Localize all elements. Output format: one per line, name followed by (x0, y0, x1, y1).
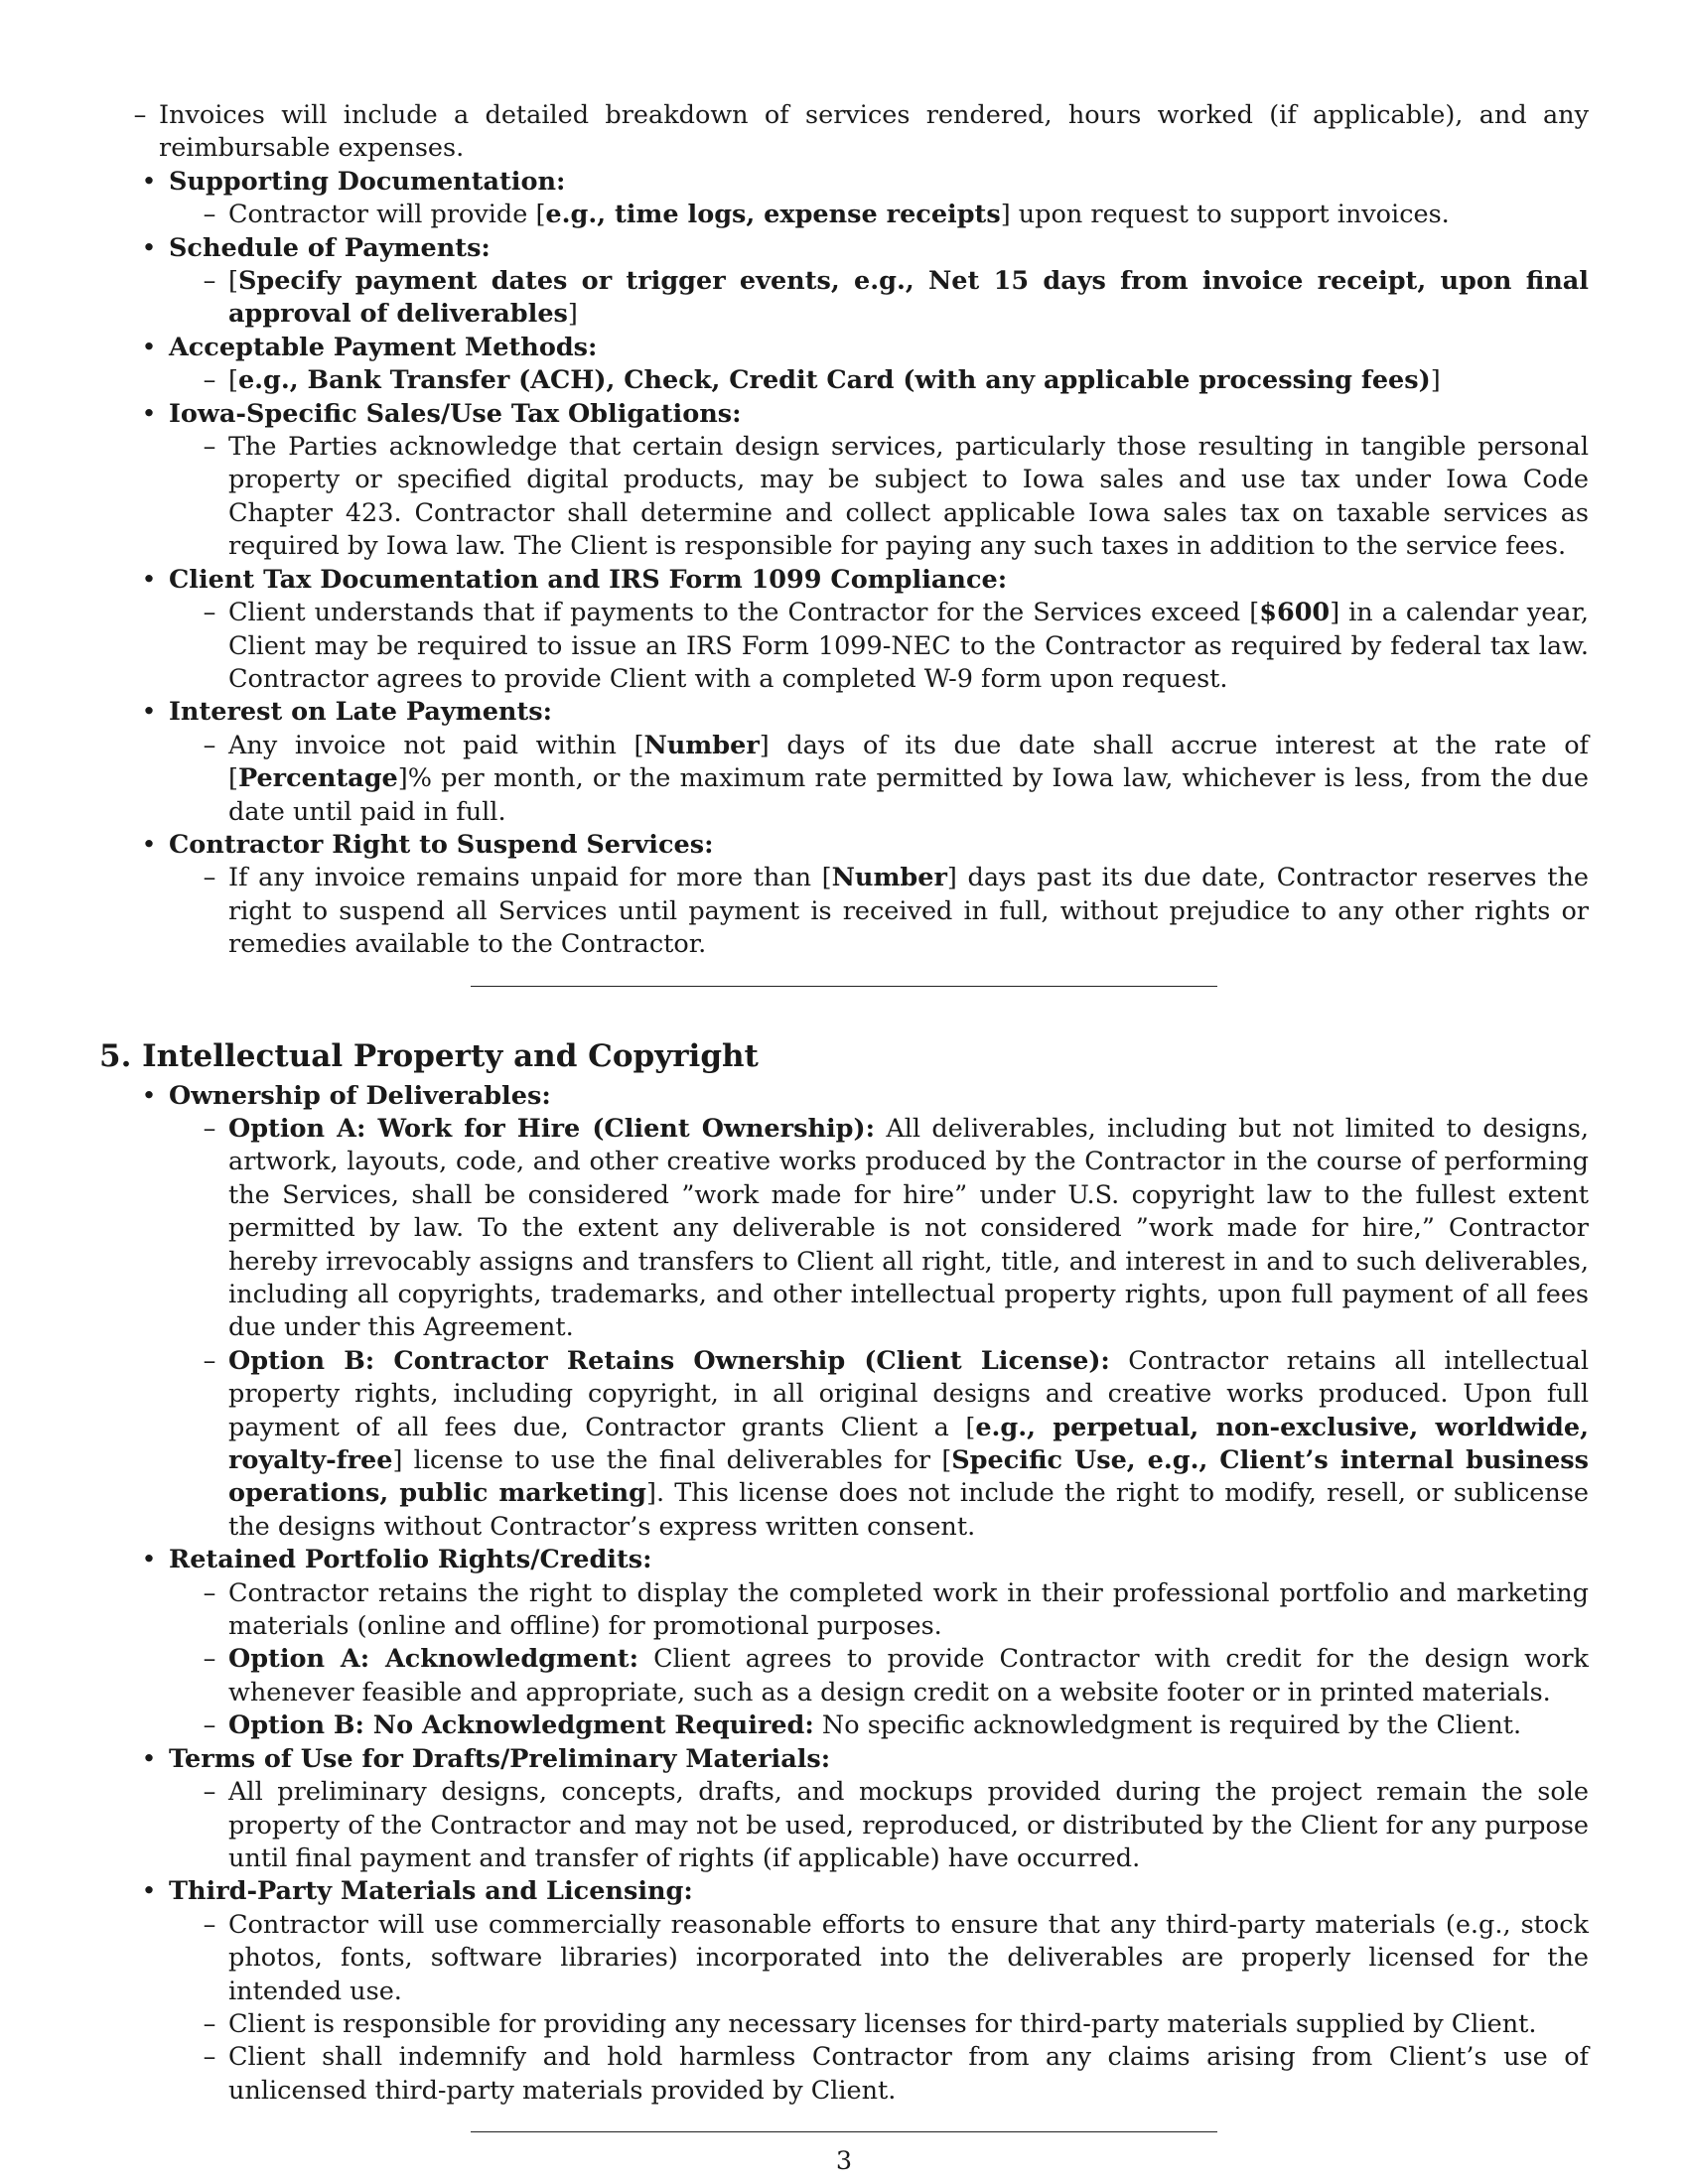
item-label: Contractor Right to Suspend Services: (169, 829, 714, 860)
sub-list (169, 265, 1589, 332)
dash-marker: – (203, 266, 216, 297)
sub-item-text: Client shall indemnify and hold harmless Contractor from any claims arising from Client’s use of unlicensed third-party materials provided by Client. (228, 2042, 1589, 2106)
bullet-marker: • (141, 166, 157, 197)
placeholder-text: Percentage (237, 763, 398, 794)
item-label: Client Tax Documentation and IRS Form 1099 Compliance: (169, 564, 1008, 595)
document-page (99, 99, 1589, 2132)
item-label: Acceptable Payment Methods: (169, 332, 598, 362)
item-label: Third-Party Materials and Licensing: (169, 1876, 693, 1907)
sub-item (99, 1776, 1589, 1875)
list-item (99, 398, 1589, 564)
bullet-marker: • (141, 1080, 157, 1111)
dash-marker: – (203, 432, 216, 463)
bullet-marker: • (141, 232, 157, 263)
sub-item-text: Client understands that if payments to the Contractor for the Services exceed [ (228, 598, 1260, 628)
sub-item-text: Client is responsible for providing any necessary licenses for third-party materials supplied by Client. (228, 2008, 1537, 2039)
dash-marker: – (203, 1345, 216, 1376)
placeholder-text: Specify payment dates or trigger events, e.g., Net 15 days from invoice receipt, upon final approval of deliverables (228, 266, 1589, 330)
sub-item (99, 431, 1589, 564)
sub-item-lead: Option B: No Acknowledgment Required: (228, 1710, 814, 1741)
sub-item-text: ] (1430, 365, 1441, 396)
sub-item-text: ] days of its due date shall accrue interest at the rate of [ (228, 730, 1589, 794)
sub-item-text: [ (228, 266, 238, 297)
sub-item (99, 1113, 1589, 1345)
sub-list (169, 1113, 1589, 1544)
payment-items-list (99, 166, 1589, 962)
dash-marker: – (203, 1113, 216, 1144)
sub-item-text: Any invoice not paid within [ (228, 730, 644, 760)
page-number: 3 (835, 2146, 853, 2176)
continuation-item (99, 99, 1589, 166)
sub-list (169, 1776, 1589, 1875)
sub-item (99, 2041, 1589, 2108)
dash-marker: – (203, 365, 216, 396)
dash-marker: – (203, 598, 216, 628)
sub-item-text: Contractor will use commercially reasonable efforts to ensure that any third-party materials (e.g., stock photos, fonts, software libraries) incorporated into the deliverables are properly licensed for the intended use. (228, 1909, 1589, 2006)
item-label: Ownership of Deliverables: (169, 1080, 551, 1111)
bullet-marker: • (141, 398, 157, 429)
sub-item (99, 265, 1589, 332)
bullet-marker: • (141, 829, 157, 860)
bullet-marker: • (141, 1876, 157, 1907)
placeholder-text: Number (643, 730, 760, 760)
sub-item-text: ] upon request to support invoices. (1000, 200, 1450, 230)
sub-item-text: Client agrees to provide Contractor with credit for the design work whenever feasible and appropriate, such as a design credit on a website footer or in printed materials. (228, 1644, 1590, 1707)
sub-list (169, 862, 1589, 961)
sub-item (99, 730, 1589, 829)
sub-item (99, 597, 1589, 696)
sub-item (99, 2008, 1589, 2041)
sub-item (99, 1909, 1589, 2008)
sub-item (99, 364, 1589, 397)
sub-list (169, 1577, 1589, 1743)
list-item (99, 232, 1589, 332)
item-label: Retained Portfolio Rights/Credits: (169, 1545, 652, 1575)
placeholder-text: e.g., perpetual, non-exclusive, worldwide, royalty-free (228, 1412, 1589, 1476)
sub-item (99, 1643, 1589, 1709)
sub-item-text: All deliverables, including but not limited to designs, artwork, layouts, code, and other creative works produced by the Contractor in the course of performing the Services, shall be considered ”work made for hire” under U.S. copyright law to the fullest extent permitted by law. To the extent any deliverable is not considered ”work made for hire,” Contractor hereby irrevocably assigns and transfers to Client all right, title, and interest in and to such deliverables, including all copyrights, trademarks, and other intellectual property rights, upon full payment of all fees due under this Agreement. (228, 1113, 1589, 1343)
sub-item (99, 199, 1589, 231)
bullet-marker: • (141, 564, 157, 595)
dash-marker: – (203, 2008, 216, 2039)
sub-item-text: ]. This license does not include the right to modify, resell, or sublicense the designs without Contractor’s express written consent. (228, 1478, 1589, 1542)
sub-item-text: ] license to use the final deliverables for [ (392, 1445, 952, 1476)
item-label: Interest on Late Payments: (169, 697, 553, 728)
sub-list (169, 1909, 1589, 2108)
dash-marker: – (203, 1577, 216, 1608)
dash-marker: – (203, 1710, 216, 1741)
list-item (99, 332, 1589, 398)
sub-item-text: All preliminary designs, concepts, drafts, and mockups provided during the project remain the sole property of the Contractor and may not be used, reproduced, or distributed by the Client for any purpose until final payment and transfer of rights (if applicable) have occurred. (228, 1777, 1589, 1873)
sub-item (99, 1345, 1589, 1544)
placeholder-text: Specific Use, e.g., Client’s internal business operations, public marketing (228, 1445, 1589, 1509)
sub-list (169, 199, 1589, 231)
placeholder-text: e.g., time logs, expense receipts (545, 200, 1001, 230)
list-item (99, 829, 1589, 962)
placeholder-text: e.g., Bank Transfer (ACH), Check, Credit Card (with any applicable processing fees) (237, 365, 1431, 396)
bullet-marker: • (141, 1545, 157, 1575)
sub-item (99, 862, 1589, 961)
sub-list (169, 730, 1589, 829)
item-label: Supporting Documentation: (169, 166, 566, 197)
item-label: Schedule of Payments: (169, 232, 491, 263)
sub-item-text: Contractor retains the right to display the completed work in their professional portfolio and marketing materials (online and offline) for promotional purposes. (228, 1577, 1589, 1642)
dash-marker: – (203, 730, 216, 760)
ip-items-list (99, 1080, 1589, 2109)
sub-item (99, 1709, 1589, 1742)
bullet-marker: • (141, 697, 157, 728)
bullet-marker: • (141, 1743, 157, 1774)
payment-terms-list (99, 99, 1589, 166)
list-item (99, 1544, 1589, 1742)
list-item (99, 166, 1589, 232)
sub-item-lead: Option B: Contractor Retains Ownership (Client License): (228, 1345, 1110, 1376)
sub-item-lead: Option A: Acknowledgment: (228, 1644, 638, 1675)
sub-item-text: ]% per month, or the maximum rate permitted by Iowa law, whichever is less, from the due date until paid in full. (228, 763, 1589, 827)
dash-marker: – (133, 100, 147, 130)
sub-item-text: If any invoice remains unpaid for more than [ (228, 863, 832, 893)
sub-item-text: ] (567, 299, 578, 330)
sub-item-text: ] days past its due date, Contractor reserves the right to suspend all Services until payment is received in full, without prejudice to any other rights or remedies available to the Contractor. (228, 863, 1589, 960)
sub-item-text: No specific acknowledgment is required by the Client. (813, 1710, 1522, 1741)
list-item (99, 1743, 1589, 1876)
sub-item (30, 99, 1589, 166)
item-label: Terms of Use for Drafts/Preliminary Materials: (169, 1743, 831, 1774)
list-item (99, 696, 1589, 829)
sub-item-text: Contractor retains all intellectual property rights, including copyright, in all original designs and creative works produced. Upon full payment of all fees due, Contractor grants Client a [ (228, 1345, 1589, 1442)
list-item (99, 1875, 1589, 2108)
dash-marker: – (203, 1644, 216, 1675)
bullet-marker: • (141, 332, 157, 362)
sub-list (169, 431, 1589, 564)
sub-item (99, 1577, 1589, 1644)
placeholder-text: Number (831, 863, 947, 893)
horizontal-rule (471, 2131, 1217, 2132)
sub-item-text: Contractor will provide [ (228, 200, 546, 230)
section-title: 5. Intellectual Property and Copyright (99, 1037, 759, 1074)
list-item (99, 1080, 1589, 1545)
sub-item-text: ] in a calendar year, Client may be required to issue an IRS Form 1099-NEC to the Contractor as required by federal tax law. Contractor agrees to provide Client with a completed W-9 form upon request. (228, 598, 1589, 694)
sub-item-text: Invoices will include a detailed breakdown of services rendered, hours worked (if applicable), and any reimbursable expenses. (159, 100, 1589, 164)
sub-list (169, 364, 1589, 397)
dash-marker: – (203, 2042, 216, 2073)
item-label: Iowa-Specific Sales/Use Tax Obligations: (169, 398, 742, 429)
dash-marker: – (203, 200, 216, 230)
dash-marker: – (203, 1777, 216, 1808)
dash-marker: – (203, 1909, 216, 1940)
sub-item-lead: Option A: Work for Hire (Client Ownership): (228, 1113, 875, 1144)
sub-item-text: The Parties acknowledge that certain design services, particularly those resulting in tangible personal property or specified digital products, may be subject to Iowa sales and use tax under Iowa Code Chapter 423. Contractor shall determine and collect applicable Iowa sales tax on taxable services as required by Iowa law. The Client is responsible for paying any such taxes in addition to the service fees. (228, 432, 1589, 562)
sub-list (169, 597, 1589, 696)
list-item (99, 564, 1589, 697)
dash-marker: – (203, 863, 216, 893)
placeholder-text: $600 (1259, 598, 1331, 628)
sub-item-text: [ (228, 365, 238, 396)
